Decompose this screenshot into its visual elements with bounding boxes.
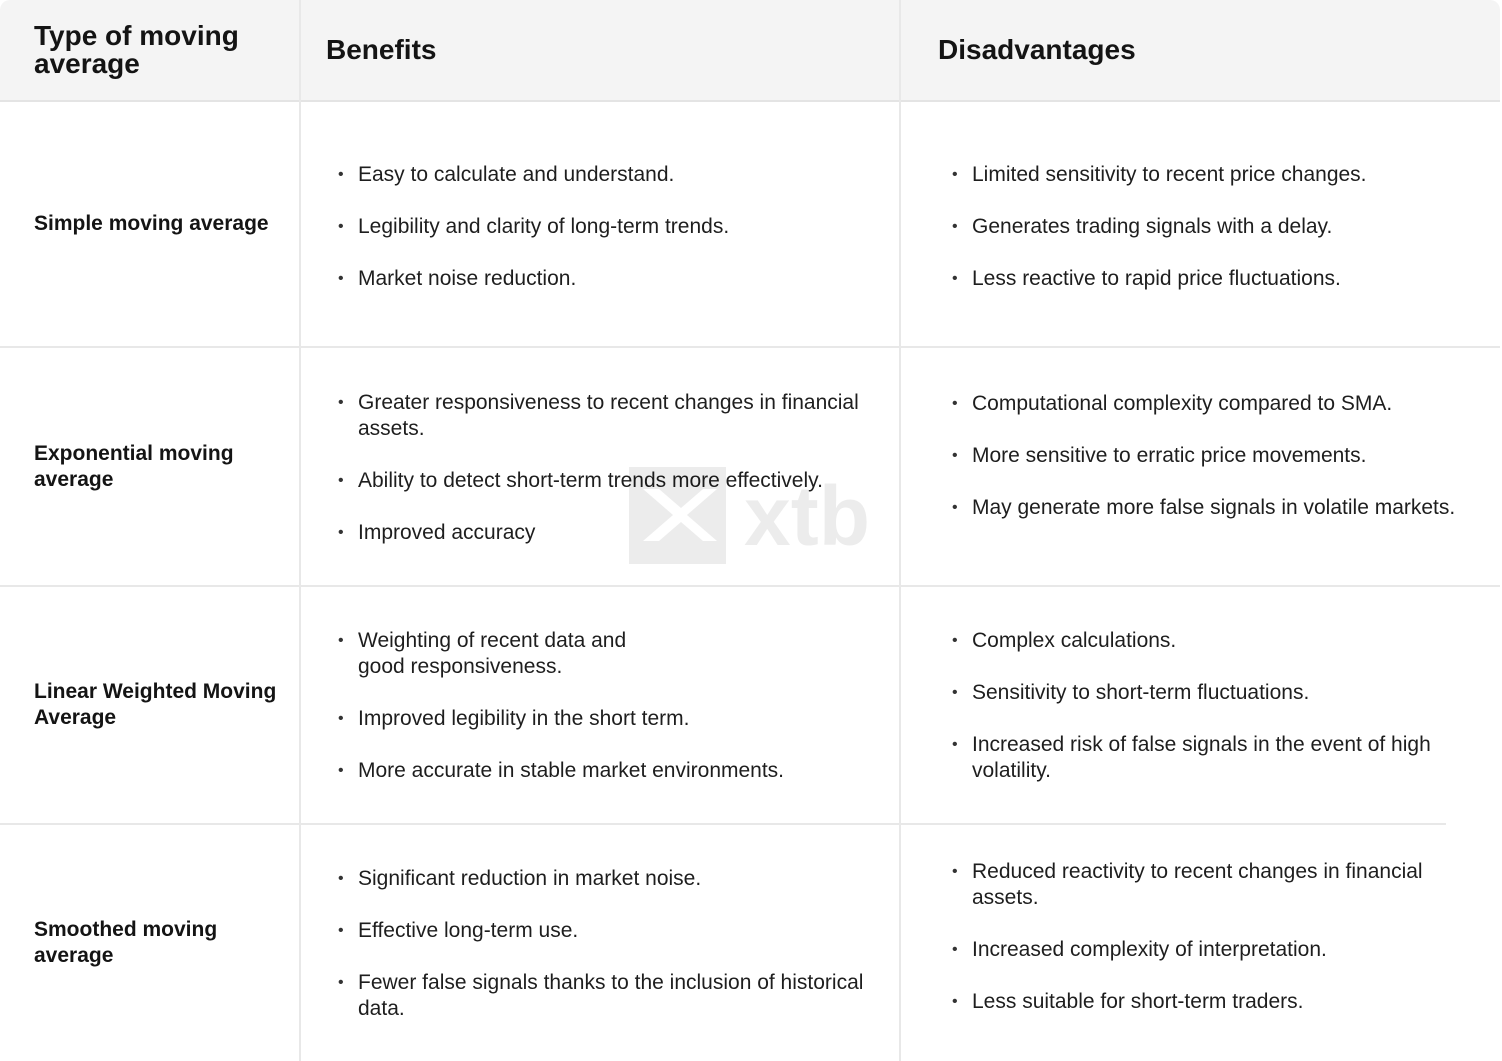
list-item: • Ability to detect short-term trends more effectively. bbox=[338, 469, 823, 492]
list-item: • Legibility and clarity of long-term trends. bbox=[338, 215, 730, 238]
list-item: • Reduced reactivity to recent changes in financial assets. bbox=[952, 860, 1423, 909]
disadvantages-list bbox=[950, 391, 1460, 521]
list-item: • Effective long-term use. bbox=[338, 919, 579, 942]
list-item: • Greater responsiveness to recent changes in financial assets. bbox=[338, 391, 859, 440]
list-item: • Sensitivity to short-term fluctuations. bbox=[952, 681, 1310, 704]
list-item: • Limited sensitivity to recent price changes. bbox=[952, 163, 1367, 186]
list-item: • Weighting of recent data and good responsiveness. bbox=[338, 629, 627, 678]
list-item: • More accurate in stable market environments. bbox=[338, 759, 785, 782]
header-benefits: Benefits bbox=[326, 34, 437, 65]
benefits-list bbox=[336, 162, 892, 292]
watermark-text: xtb bbox=[744, 469, 870, 563]
list-item: • Improved accuracy bbox=[338, 521, 536, 544]
list-item: • More sensitive to erratic price movements. bbox=[952, 444, 1367, 467]
row-type-label: Linear Weighted Moving Average bbox=[34, 680, 277, 729]
row-type-label: Exponential moving average bbox=[34, 441, 234, 491]
disadvantages-list bbox=[950, 859, 1460, 1015]
list-item: • Generates trading signals with a delay. bbox=[952, 215, 1333, 238]
list-item: • Computational complexity compared to SMA. bbox=[952, 392, 1393, 415]
list-item: • Increased risk of false signals in the event of high volatility. bbox=[952, 733, 1431, 782]
list-item: • Improved legibility in the short term. bbox=[338, 707, 690, 730]
row-type-label: Simple moving average bbox=[34, 212, 269, 235]
disadvantages-list bbox=[950, 628, 1460, 784]
list-item: • Fewer false signals thanks to the inclusion of historical data. bbox=[338, 971, 864, 1020]
table-row-linear-weighted-moving-average bbox=[0, 587, 1500, 823]
list-item: • Complex calculations. bbox=[952, 629, 1177, 652]
list-item: • Less suitable for short-term traders. bbox=[952, 990, 1304, 1013]
table-row-simple-moving-average bbox=[0, 102, 1500, 346]
benefits-list bbox=[336, 866, 892, 1022]
benefits-list bbox=[336, 390, 892, 546]
disadvantages-list bbox=[950, 162, 1460, 292]
header-disadvantages: Disadvantages bbox=[938, 34, 1136, 65]
list-item: • Increased complexity of interpretation. bbox=[952, 938, 1327, 961]
row-type-label: Smoothed moving average bbox=[34, 918, 218, 967]
benefits-list bbox=[336, 628, 785, 784]
list-item: • Significant reduction in market noise. bbox=[338, 867, 702, 890]
table-header-row bbox=[0, 0, 1500, 102]
table-row-exponential-moving-average bbox=[0, 348, 1500, 585]
list-item: • May generate more false signals in volatile markets. bbox=[952, 496, 1456, 519]
header-type-of-moving-average: Type of moving average bbox=[34, 20, 239, 79]
list-item: • Market noise reduction. bbox=[338, 267, 577, 290]
list-item: • Less reactive to rapid price fluctuations. bbox=[952, 267, 1341, 290]
list-item: • Easy to calculate and understand. bbox=[338, 163, 675, 186]
table-row-smoothed-moving-average bbox=[0, 825, 1500, 1061]
